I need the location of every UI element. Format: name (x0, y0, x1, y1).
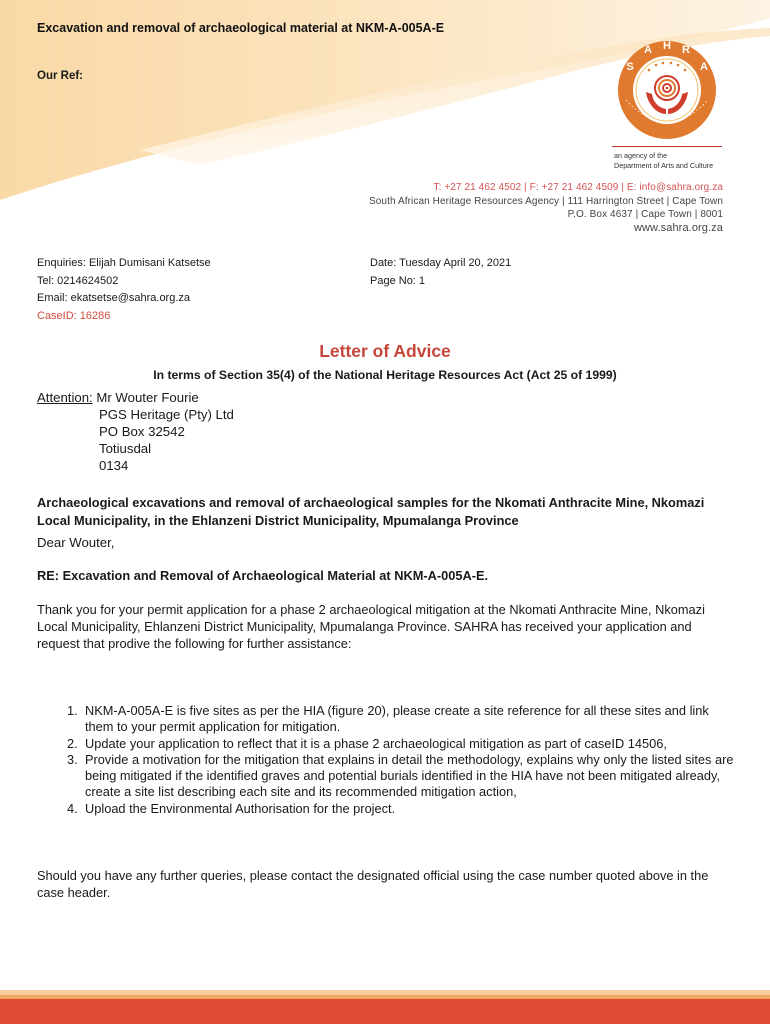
document-title: Excavation and removal of archaeological material at NKM-A-005A-E (37, 21, 445, 35)
contact-block (369, 181, 723, 235)
list-item-text: NKM-A-005A-E is five sites as per the HIA (figure 20), please create a site reference for all these sites and link them to your permit application for mitigation. (85, 703, 709, 735)
closing-paragraph: Should you have any further queries, please contact the designated official using the case number quoted above in the case header. (37, 868, 709, 901)
case-id: CaseID: 16286 (37, 309, 111, 322)
contact-website-link[interactable]: www.sahra.org.za (633, 221, 723, 234)
list-item-number: 1. (67, 703, 78, 718)
list-item (37, 703, 737, 736)
logo-letter-h: H (663, 40, 671, 52)
list-item-text: Provide a motivation for the mitigation that explains in detail the methodology, explains why only the listed sites are being mitigated if the identified graves and potential burials identified in the HIA have not been mitigated already, create a site list describing each site and its recommended mitigation action, (85, 751, 734, 800)
our-ref-label: Our Ref: (37, 70, 83, 82)
logo-letter-s: S (626, 61, 634, 73)
list-item (37, 801, 737, 817)
contact-phone-line: T: +27 21 462 4502 | F: +27 21 462 4509 | E: info@sahra.org.za (433, 182, 723, 193)
list-item-number: 3. (67, 751, 78, 767)
logo-divider (612, 146, 722, 147)
agency-line-1: an agency of the (614, 151, 668, 160)
list-item-text: Update your application to reflect that it is a phase 2 archaeological mitigation as part of caseID 14506, (85, 735, 667, 751)
footer-band (0, 990, 770, 1024)
list-item-number: 4. (67, 800, 78, 816)
letter-date: Date: Tuesday April 20, 2021 (370, 257, 512, 269)
address-line: PO Box 32542 (99, 424, 185, 439)
enquiries-tel: Tel: 0214624502 (37, 274, 119, 287)
logo-letter-a2: A (700, 61, 708, 73)
list-item (37, 736, 737, 752)
page-number: Page No: 1 (370, 274, 426, 287)
letter-subheading: In terms of Section 35(4) of the National Heritage Resources Act (Act 25 of 1999) (153, 368, 617, 382)
request-list (37, 703, 737, 817)
contact-po-box: P.O. Box 4637 | Cape Town | 8001 (567, 209, 723, 221)
attention-line (37, 389, 199, 406)
re-line: RE: Excavation and Removal of Archaeological Material at NKM-A-005A-E. (37, 568, 489, 583)
list-item (37, 752, 737, 801)
enquiries-name: Enquiries: Elijah Dumisani Katsetse (37, 257, 211, 269)
sahra-logo-icon (608, 40, 726, 140)
agency-line-2: Department of Arts and Culture (614, 161, 714, 170)
address-line: PGS Heritage (Pty) Ltd (99, 407, 234, 422)
agency-of-department (614, 151, 713, 171)
intro-paragraph: Thank you for your permit application for a phase 2 archaeological mitigation at the Nkomati Anthracite Mine, Nkomazi Local Municipality, Ehlanzeni District Municipality, Mpumalanga Province. SAHRA has received your application and request that prodive the following for further assistance: (37, 602, 705, 652)
attention-label: Attention: (37, 390, 93, 405)
salutation: Dear Wouter, (37, 535, 115, 550)
enquiries-email: Email: ekatsetse@sahra.org.za (37, 292, 191, 304)
address-line: 0134 (99, 458, 129, 473)
recipient-address (99, 406, 234, 474)
address-line: Totiusdal (99, 441, 152, 456)
letter-heading: Letter of Advice (319, 341, 451, 361)
date-block (370, 255, 511, 290)
logo-letter-r: R (682, 44, 690, 56)
list-item-number: 2. (67, 735, 78, 751)
list-item-text: Upload the Environmental Authorisation for the project. (85, 800, 396, 816)
attention-name: Mr Wouter Fourie (92, 390, 199, 405)
logo-letter-a1: A (644, 44, 652, 56)
contact-agency-line: South African Heritage Resources Agency | 111 Harrington Street | Cape Town (369, 195, 723, 207)
enquiries-block (37, 255, 211, 325)
letter-subject: Archaeological excavations and removal of archaeological samples for the Nkomati Anthracite Mine, Nkomazi Local Municipality, in the Ehlanzeni District Municipality, Mpumalanga Province (37, 495, 705, 528)
